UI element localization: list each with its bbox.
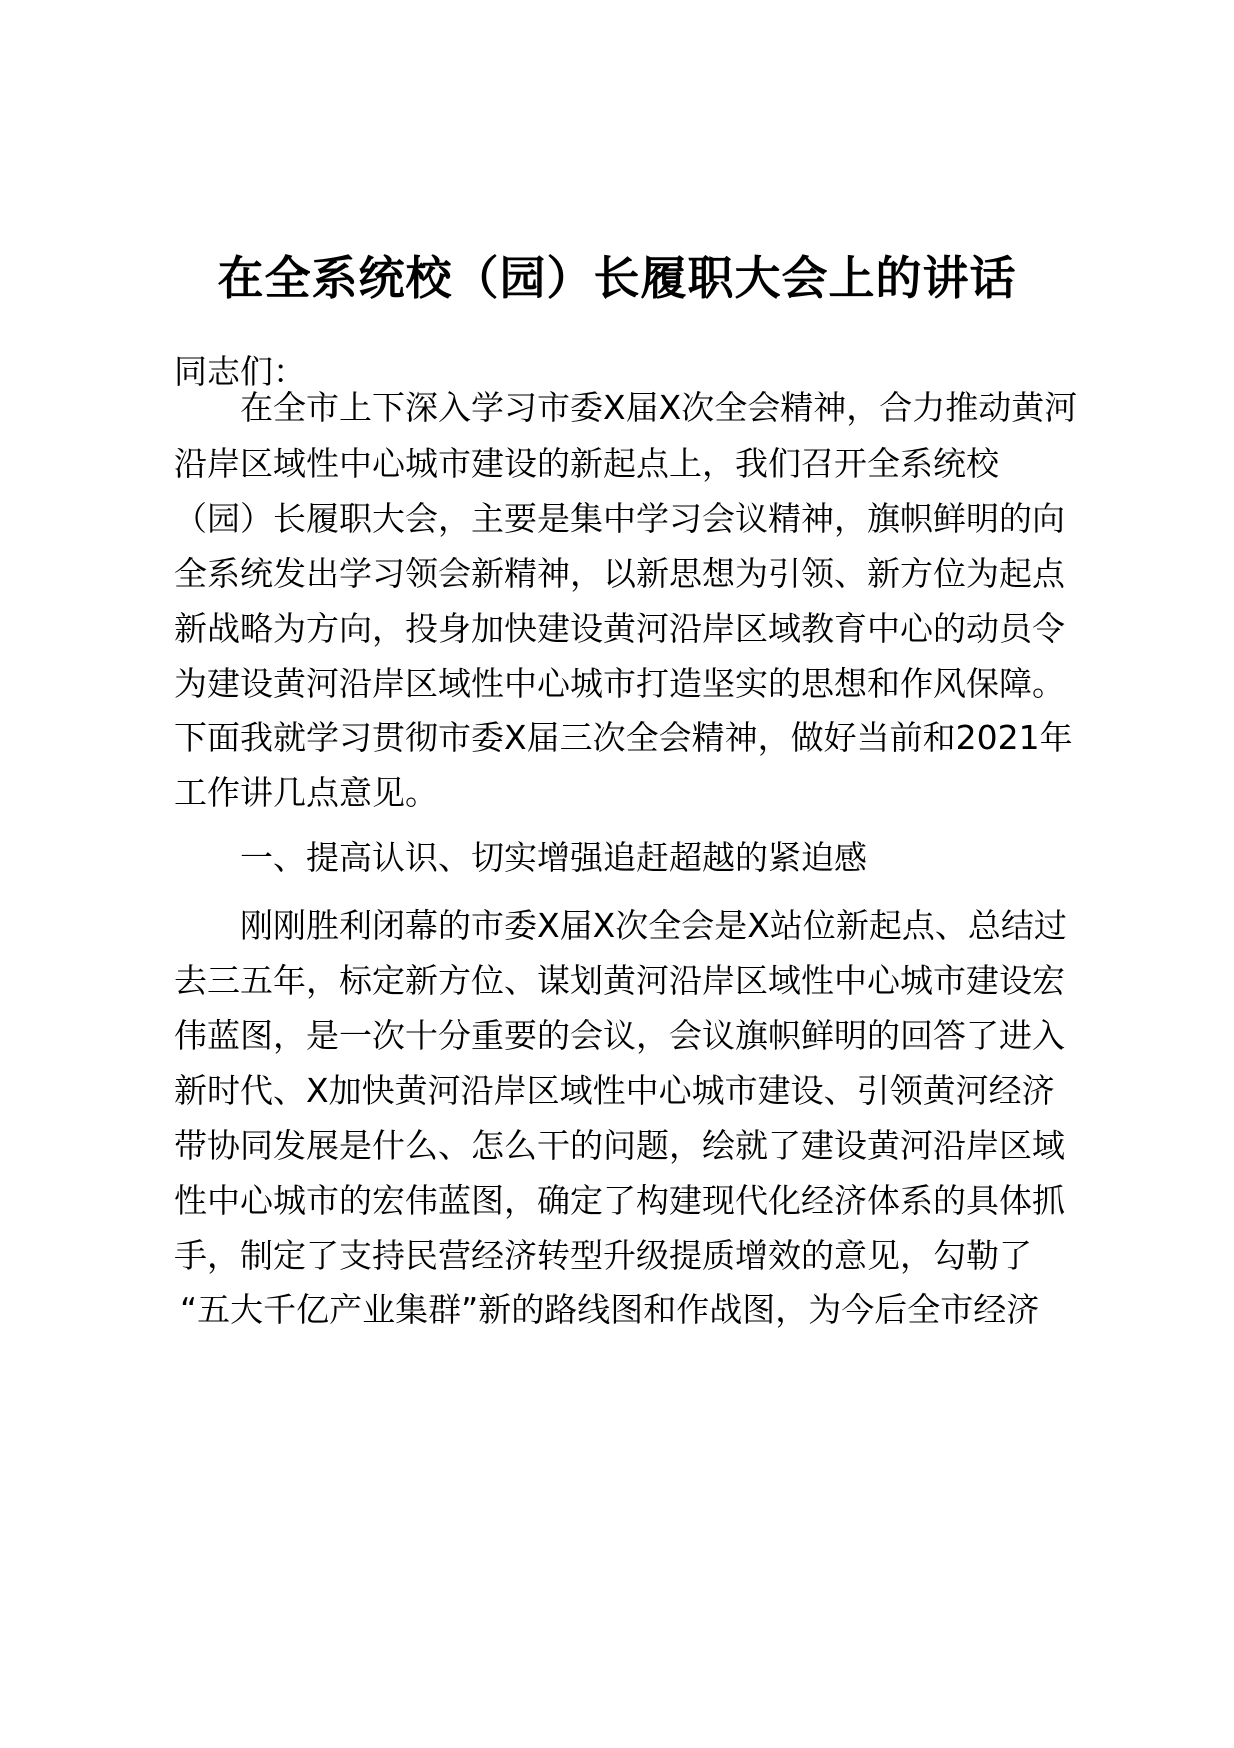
salutation: 同志们： (174, 352, 306, 391)
paragraph-2-line: “五大千亿产业集群”新的路线图和作战图，为今后全市经济 (180, 1290, 1040, 1329)
document-title: 在全系统校（园）长履职大会上的讲话 (217, 251, 1017, 305)
paragraph-1-line: 在全市上下深入学习市委X届X次全会精神，合力推动黄河 (240, 388, 1078, 427)
paragraph-1-line: 沿岸区域性中心城市建设的新起点上，我们召开全系统校 (174, 444, 999, 483)
paragraph-1-line: 为建设黄河沿岸区域性中心城市打造坚实的思想和作风保障。 (174, 664, 1065, 703)
section-heading: 一、提高认识、切实增强追赶超越的紧迫感 (240, 838, 867, 877)
paragraph-2-line: 刚刚胜利闭幕的市委X届X次全会是X站位新起点、总结过 (240, 906, 1067, 945)
paragraph-2-line: 性中心城市的宏伟蓝图，确定了构建现代化经济体系的具体抓 (174, 1181, 1065, 1220)
paragraph-1-line: 工作讲几点意见。 (174, 773, 438, 812)
paragraph-1-line: 全系统发出学习领会新精神，以新思想为引领、新方位为起点 (174, 554, 1065, 593)
paragraph-1-line: 新战略为方向，投身加快建设黄河沿岸区域教育中心的动员令 (174, 609, 1065, 648)
paragraph-2-line: 手，制定了支持民营经济转型升级提质增效的意见，勾勒了 (174, 1236, 1032, 1275)
paragraph-1-line: （园）长履职大会，主要是集中学习会议精神，旗帜鲜明的向 (174, 499, 1065, 538)
paragraph-1-line: 下面我就学习贯彻市委X届三次全会精神，做好当前和2021年 (174, 718, 1073, 757)
paragraph-2-line: 伟蓝图，是一次十分重要的会议，会议旗帜鲜明的回答了进入 (174, 1016, 1065, 1055)
paragraph-2-line: 带协同发展是什么、怎么干的问题，绘就了建设黄河沿岸区域 (174, 1126, 1065, 1165)
paragraph-2-line: 新时代、X加快黄河沿岸区域性中心城市建设、引领黄河经济 (174, 1071, 1055, 1110)
paragraph-2-line: 去三五年，标定新方位、谋划黄河沿岸区域性中心城市建设宏 (174, 961, 1065, 1000)
